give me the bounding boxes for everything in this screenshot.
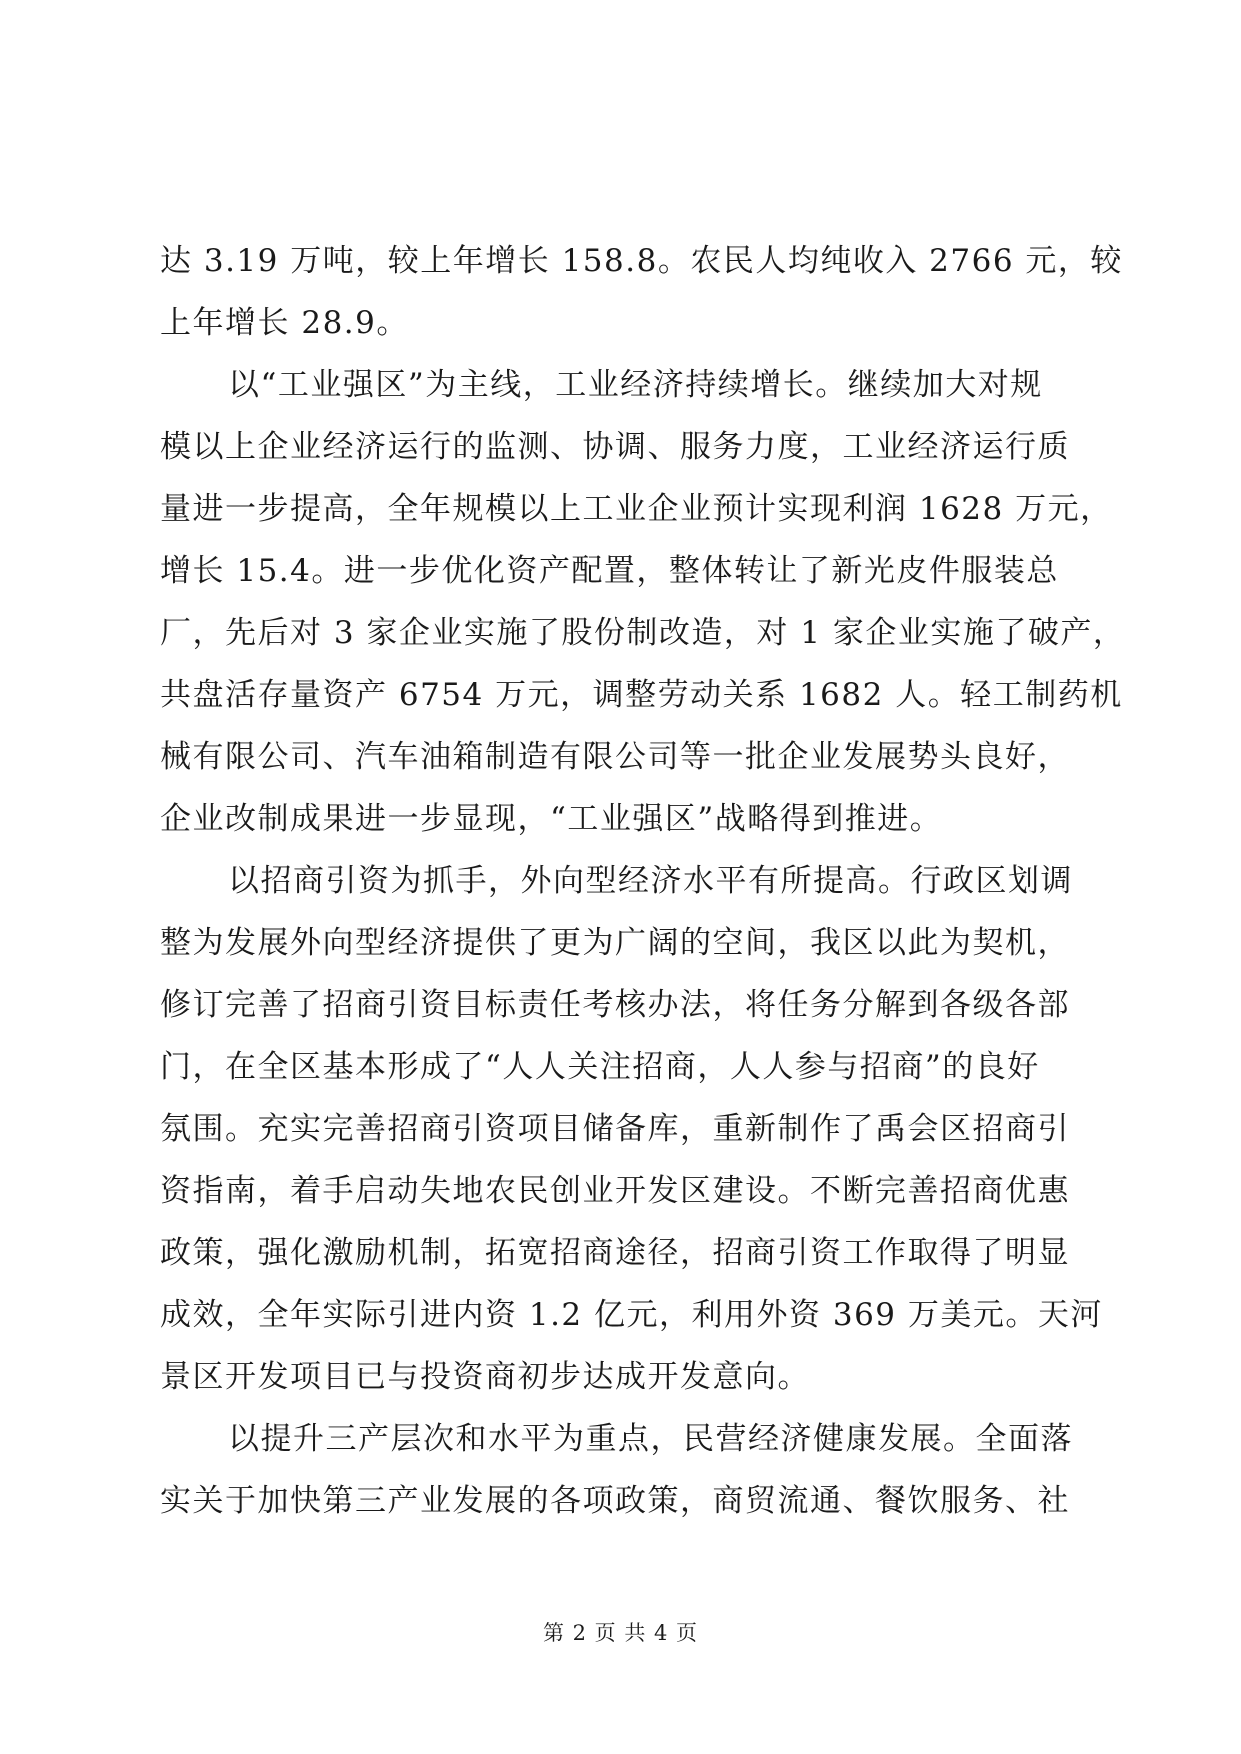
text-line: 厂，先后对 3 家企业实施了股份制改造，对 1 家企业实施了破产， <box>160 615 1126 651</box>
text-line: 模以上企业经济运行的监测、协调、服务力度，工业经济运行质 <box>160 429 1070 465</box>
text-line: 共盘活存量资产 6754 万元，调整劳动关系 1682 人。轻工制药机 <box>160 677 1123 713</box>
text-line: 械有限公司、汽车油箱制造有限公司等一批企业发展势头良好， <box>160 739 1070 775</box>
text-line: 景区开发项目已与投资商初步达成开发意向。 <box>160 1359 810 1395</box>
text-line: 企业改制成果进一步显现，“工业强区”战略得到推进。 <box>160 801 943 837</box>
paragraph-first-line: 以“工业强区”为主线，工业经济持续增长。继续加大对规 <box>228 367 1043 403</box>
text-line: 资指南，着手启动失地农民创业开发区建设。不断完善招商优惠 <box>160 1173 1070 1209</box>
text-line: 实关于加快第三产业发展的各项政策，商贸流通、餐饮服务、社 <box>160 1483 1070 1519</box>
text-line: 整为发展外向型经济提供了更为广阔的空间，我区以此为契机， <box>160 925 1070 961</box>
page-number-footer: 第 2 页 共 4 页 <box>542 1621 699 1645</box>
text-line: 氛围。充实完善招商引资项目储备库，重新制作了禹会区招商引 <box>160 1111 1070 1147</box>
paragraph-first-line: 以招商引资为抓手，外向型经济水平有所提高。行政区划调 <box>228 863 1073 899</box>
text-line: 上年增长 28.9。 <box>160 305 409 341</box>
text-line: 达 3.19 万吨，较上年增长 158.8。农民人均纯收入 2766 元，较 <box>160 243 1123 279</box>
text-line: 量进一步提高，全年规模以上工业企业预计实现利润 1628 万元， <box>160 491 1113 527</box>
text-line: 门，在全区基本形成了“人人关注招商，人人参与招商”的良好 <box>160 1049 1040 1085</box>
text-line: 修订完善了招商引资目标责任考核办法，将任务分解到各级各部 <box>160 987 1070 1023</box>
body-text <box>160 230 1126 1532</box>
text-line: 成效，全年实际引进内资 1.2 亿元，利用外资 369 万美元。天河 <box>160 1297 1103 1333</box>
text-line: 政策，强化激励机制，拓宽招商途径，招商引资工作取得了明显 <box>160 1235 1070 1271</box>
text-line: 增长 15.4。进一步优化资产配置，整体转让了新光皮件服装总 <box>160 553 1059 589</box>
paragraph-first-line: 以提升三产层次和水平为重点，民营经济健康发展。全面落 <box>228 1421 1073 1457</box>
